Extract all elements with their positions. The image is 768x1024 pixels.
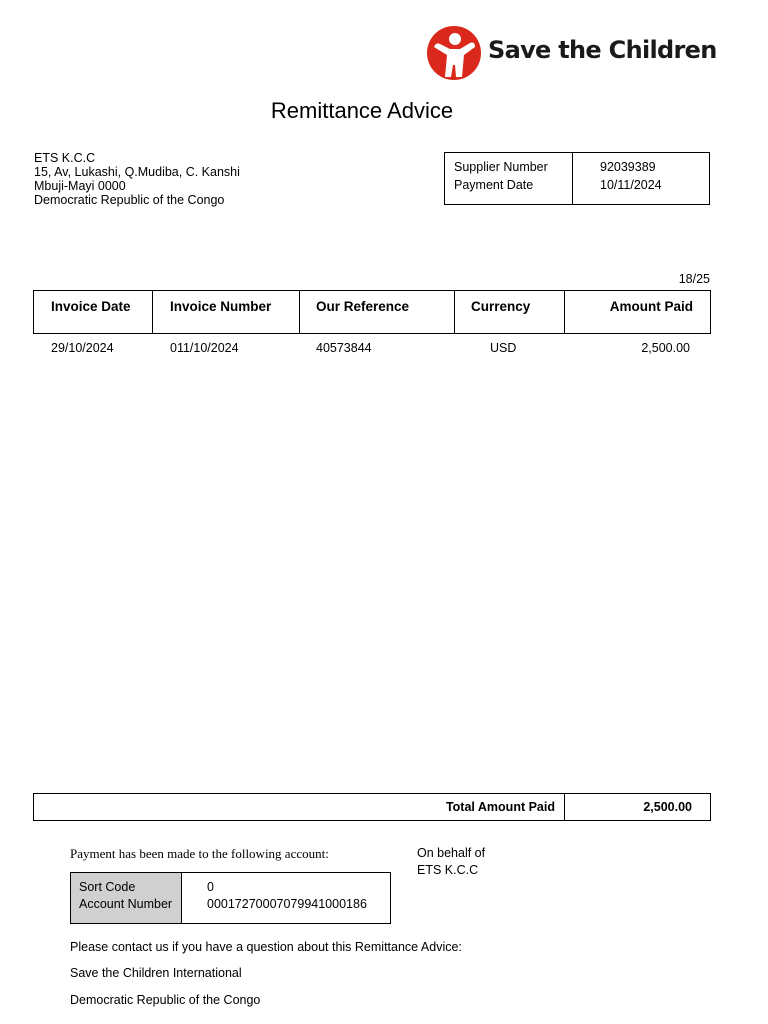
payment-date-label: Payment Date xyxy=(454,178,534,192)
sort-code-value: 0 xyxy=(207,880,214,894)
total-amount-label: Total Amount Paid xyxy=(445,800,555,814)
cell-currency: USD xyxy=(490,341,517,355)
logo-wordmark: Save the Children xyxy=(488,36,717,64)
on-behalf-block xyxy=(417,845,485,879)
supplier-name: ETS K.C.C xyxy=(34,151,96,165)
sort-code-label: Sort Code xyxy=(79,880,136,894)
on-behalf-name: ETS K.C.C xyxy=(417,863,479,877)
column-header-our-reference: Our Reference xyxy=(316,299,410,314)
column-header-invoice-number: Invoice Number xyxy=(170,299,272,314)
page-title: Remittance Advice xyxy=(270,98,454,123)
child-figure-icon xyxy=(426,25,482,81)
account-details-box xyxy=(70,872,391,924)
page-number: 18/25 xyxy=(678,272,710,286)
column-header-currency: Currency xyxy=(471,299,531,314)
column-header-invoice-date: Invoice Date xyxy=(51,299,131,314)
save-the-children-logo xyxy=(426,24,716,82)
cell-our-reference: 40573844 xyxy=(316,341,372,355)
supplier-number-label: Supplier Number xyxy=(454,160,548,174)
contact-question: Please contact us if you have a question about this Remittance Advice: xyxy=(70,940,462,954)
column-divider xyxy=(299,291,300,333)
cell-invoice-number: 011/10/2024 xyxy=(170,341,239,355)
total-amount-value: 2,500.00 xyxy=(643,800,692,814)
invoice-table-header xyxy=(33,290,711,334)
column-divider xyxy=(152,291,153,333)
address-line-2: Mbuji-Mayi 0000 xyxy=(34,179,126,193)
column-divider xyxy=(454,291,455,333)
address-country: Democratic Republic of the Congo xyxy=(34,193,225,207)
account-number-label: Account Number xyxy=(79,897,173,911)
supplier-address xyxy=(34,151,240,207)
account-number-value: 00017270007079941000186 xyxy=(207,897,367,911)
supplier-number-value: 92039389 xyxy=(600,160,656,174)
column-divider xyxy=(564,794,565,820)
column-header-amount-paid: Amount Paid xyxy=(609,299,693,314)
on-behalf-label: On behalf of xyxy=(417,846,486,860)
supplier-info-box xyxy=(444,152,710,205)
supplier-box-divider xyxy=(572,153,573,204)
cell-amount-paid: 2,500.00 xyxy=(641,341,690,355)
payment-date-value: 10/11/2024 xyxy=(600,178,662,192)
total-amount-row xyxy=(33,793,711,821)
address-line-1: 15, Av, Lukashi, Q.Mudiba, C. Kanshi xyxy=(34,165,240,179)
column-divider xyxy=(564,291,565,333)
payment-intro-text: Payment has been made to the following account: xyxy=(70,846,329,861)
contact-country: Democratic Republic of the Congo xyxy=(70,993,261,1007)
cell-invoice-date: 29/10/2024 xyxy=(51,341,114,355)
contact-organization: Save the Children International xyxy=(70,966,242,980)
